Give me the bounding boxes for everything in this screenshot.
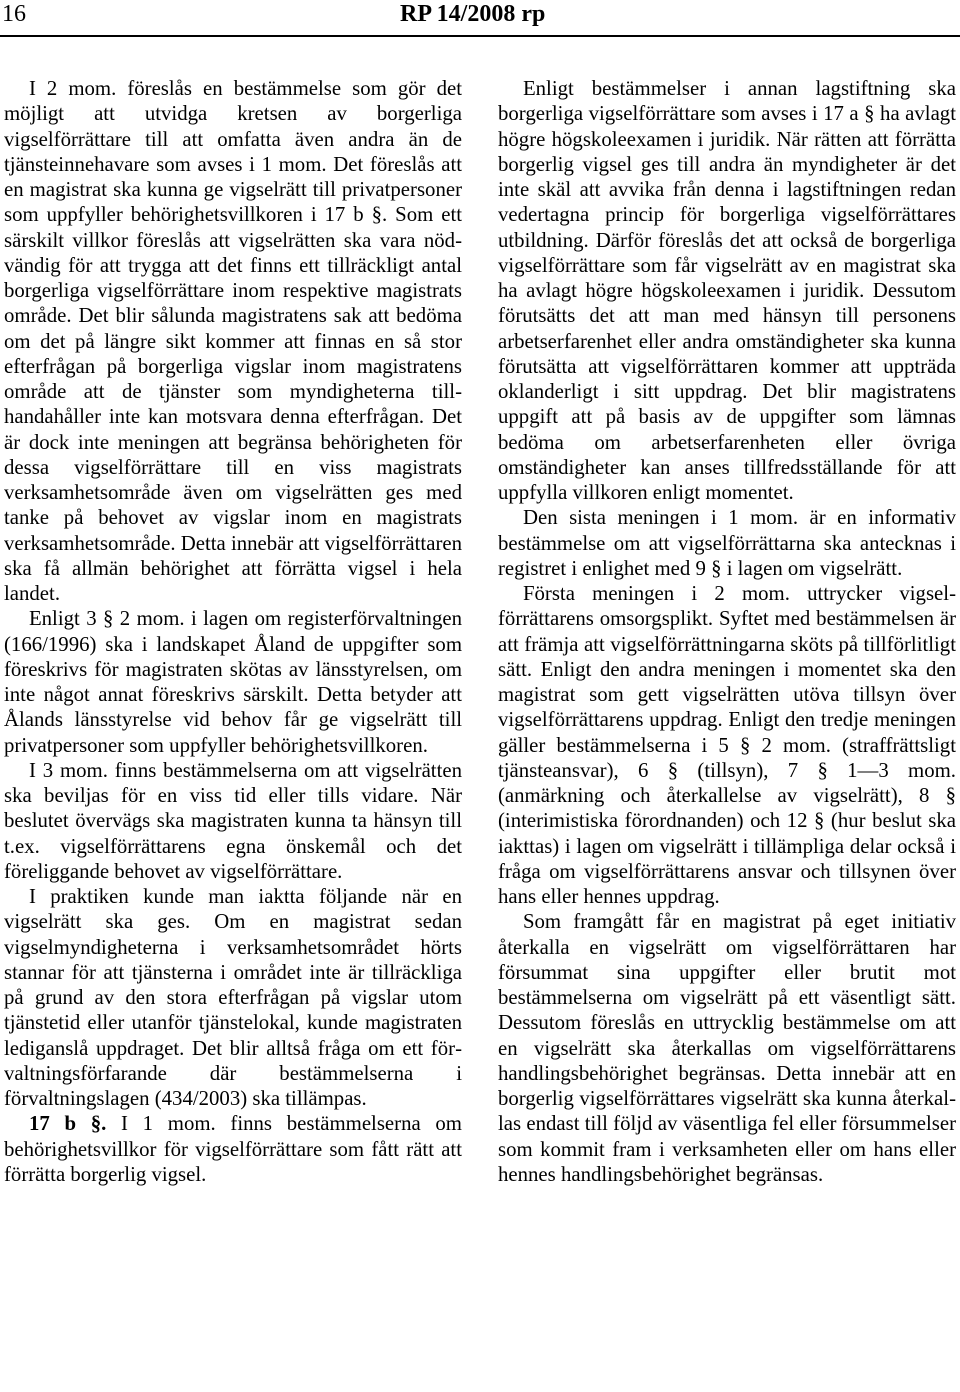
section-heading-17b: 17 b §. xyxy=(28,1112,107,1136)
left-paragraph-1: I 2 mom. föreslås en bestämmelse som gör det möjligt att utvidga kretsen av borgerliga vigselförrättare till att omfatta även andra än de tjänsteinnehavare som avses i 1 mom. Det föreslås att en magistrat ska kunna ge vigselrätt till privatpersoner som uppfyller behörighetsvillkoren i 17 b §. Som ett särskilt villkor föreslås att vigselrätten ska vara nödvändig för att trygga att det finns ett tillräckligt antal borgerliga vigselförrättare inom respektive magistrats område. Det blir sålunda magistratens sak att bedöma om det på längre sikt kommer att finnas en så stor efterfrågan på borgerliga vigslar inom magistratens område att de tjänster som myndigheterna tillhandahåller inte kan motsvara denna efterfrågan. Det är dock inte meningen att begränsa behörigheten för dessa vigselförrättare till en viss magistrats verksamhetsområde även om vigselrätten ges med tanke på behovet av vigslar inom en magistrats verksamhetsområde. Detta innebär att vigselförrättaren ska få allmän behörighet att förrätta vigsel i hela landet. xyxy=(4,77,462,605)
page-number: 16 xyxy=(2,1,26,27)
right-paragraph-1: Enligt bestämmelser i annan lagstiftning ska borgerliga vigselförrättare som avses i 17 a § ha avlagt högre högskoleexamen i juridik. När rätten att förrätta borgerlig vigsel ges till andra än myndigheter är det inte skäl att avvika från denna i lagstiftningen redan vedertagna princip för borgerliga vigselförrättares utbildning. Därför föreslås det att också de borgerliga vigselförrättare som får vigselrätt av en magistrat ska ha avlagt högre högskoleexamen i juridik. Dessutom förutsätts det att man med hänsyn till personens arbetserfarenhet eller andra omständigheter ska kunna förutsätta att vigselförrättaren kommer att uppträda oklanderligt i sitt uppdrag. Det blir magistratens uppgift att på basis av de uppgifter som lämnas bedöma om arbetserfarenheten eller övriga omständigheter kan anses tillfredsställande för att uppfylla villkoren enligt momentet. xyxy=(498,77,956,504)
right-paragraph-2: Den sista meningen i 1 mom. är en informativ bestämmelse om att vigselförrättarna ska antecknas i registret i enlighet med 9 § i lagen om vigselrätt. xyxy=(498,506,956,580)
left-column xyxy=(4,76,462,1187)
document-id: RP 14/2008 rp xyxy=(400,1,546,27)
right-paragraph-3: Första meningen i 2 mom. uttrycker vigselförrättarens omsorgsplikt. Syftet med bestämmelsen är att främja att vigselförrättningarna sköts på tillförlitligt sätt. Enligt den andra meningen i momentet ska den magistrat som gett vigselrätten utöva tillsyn över vigselförrättarens uppdrag. Enligt den tredje meningen gäller bestämmelserna i 5 § 2 mom. (straffrättsligt tjänsteansvar), 6 § (tillsyn), 7 § 1—3 mom. (anmärkning och återkallelse av vigselrätt), 8 § (interimistiska förordnanden) och 12 § (hur beslut ska iakttas) i lagen om vigselrätt i tillämpliga delar också i fråga om vigselförrättarens ansvar och tillsynen över hans eller hennes uppdrag. xyxy=(498,582,956,908)
page-header xyxy=(0,0,960,40)
left-paragraph-5 xyxy=(4,1111,462,1187)
right-column xyxy=(498,76,956,1187)
left-paragraph-4: I praktiken kunde man iaktta följande när en vigselrätt ska ges. Om en magistrat sedan vigselmyndigheterna i verksamhetsområdet hörts stannar för att tjänsterna i området inte är tillräckliga på grund av den stora efterfrågan på vigslar utom tjänstetid eller utanför tjänstelokal, kunde magistraten lediganslå uppdraget. Det blir alltså fråga om ett förvaltningsförfarande där bestämmelserna i förvaltningslagen (434/2003) ska tillämpas. xyxy=(4,885,462,1110)
left-paragraph-5-text: I 1 mom. finns bestämmelserna om behörighetsvillkor för vigselförrättare som fått rätt att förrätta borgerlig vigsel. xyxy=(4,1112,462,1186)
left-paragraph-2: Enligt 3 § 2 mom. i lagen om registerförvaltningen (166/1996) ska i landskapet Åland de uppgifter som föreskrivs för magistraten skötas av länsstyrelsen, om inte något annat föreskrivs särskilt. Detta betyder att Ålands länsstyrelse vid behov får ge vigselrätt till privatpersoner som uppfyller behörighetsvillkoren. xyxy=(4,607,462,757)
left-paragraph-3: I 3 mom. finns bestämmelserna om att vigselrätten ska beviljas för en viss tid eller tills vidare. När beslutet övervägs ska magistraten kunna ta hänsyn till t.ex. vigselförrättarens egna önskemål och det föreliggande behovet av vigselförrättare. xyxy=(4,758,462,883)
right-paragraph-4: Som framgått får en magistrat på eget initiativ återkalla en vigselrätt om vigselförrättaren har försummat sina uppgifter eller brutit mot bestämmelserna om vigselrätt på ett väsentligt sätt. Dessutom föreslås en uttrycklig bestämmelse om att en vigselrätt ska återkallas om vigselförrättarens handlingsbehörighet begränsas. Detta innebär att en borgerlig vigselförrättares vigselrätt ska kunna återkallas endast till följd av väsentliga fel eller försummelser som kommit fram i verksamheten eller om hans eller hennes handlingsbehörighet begränsas. xyxy=(498,910,956,1186)
header-rule xyxy=(0,35,960,37)
